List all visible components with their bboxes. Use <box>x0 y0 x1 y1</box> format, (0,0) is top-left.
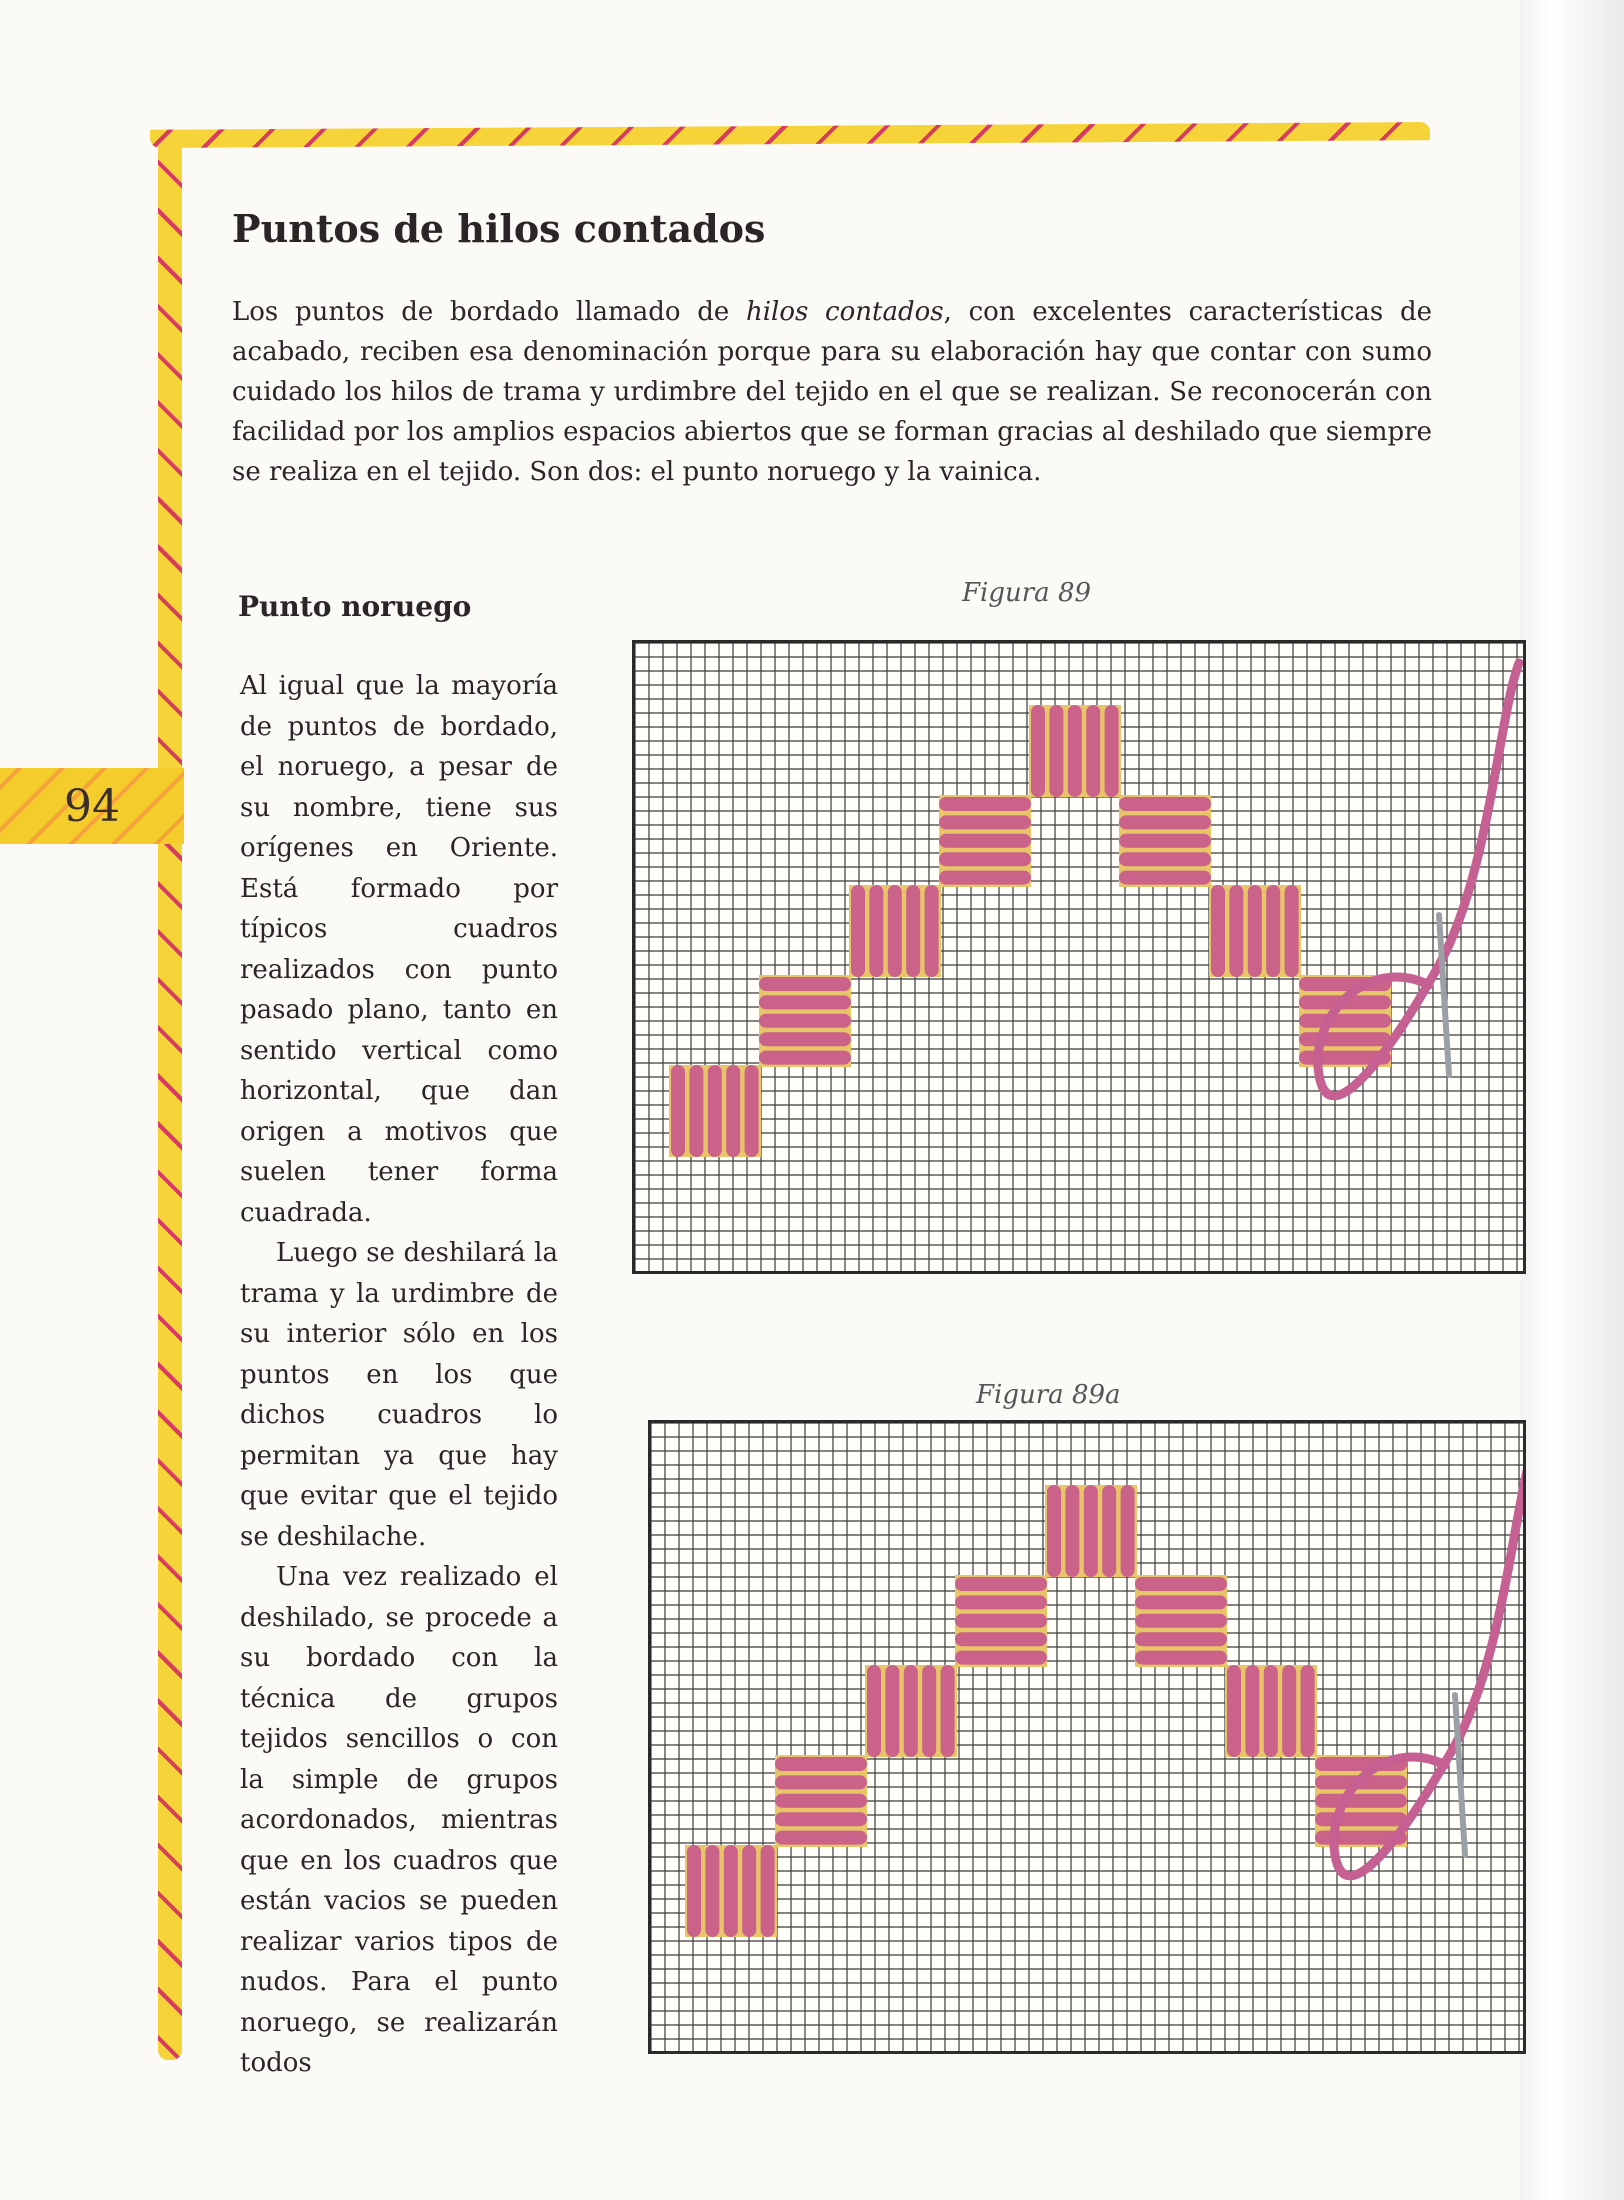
section-title: Punto noruego <box>238 590 472 623</box>
stitch-block <box>1135 1575 1227 1667</box>
stitch-block <box>849 885 941 977</box>
intro-paragraph <box>232 292 1432 492</box>
figure-89-diagram <box>632 640 1526 1274</box>
stitch-block <box>939 795 1031 887</box>
decorative-border-left <box>158 140 182 2060</box>
figure-89a-graphic <box>651 1423 1523 2051</box>
figure-89a-label: Figura 89a <box>976 1380 1121 1410</box>
body-paragraph: Al igual que la mayoría de puntos de bordado, el noruego, a pesar de su nombre, tiene sus orígenes en Oriente. Está formado por típicos cuadros realizados con punto pasado plano, tanto en sentido vertical como horizontal, que dan origen a motivos que suelen tener forma cuadrada. <box>240 671 558 1228</box>
stitch-block <box>1225 1665 1317 1757</box>
figure-89-label: Figura 89 <box>962 578 1092 608</box>
stitch-block <box>775 1755 867 1847</box>
stitch-block <box>1299 975 1391 1067</box>
stitch-block <box>865 1665 957 1757</box>
stitch-block <box>669 1065 761 1157</box>
page-title: Puntos de hilos contados <box>232 206 766 251</box>
body-column <box>240 666 558 2084</box>
intro-text-start: Los puntos de bordado llamado de <box>232 297 746 327</box>
figure-89-graphic <box>635 643 1523 1271</box>
intro-emphasis: hilos contados <box>745 297 944 327</box>
figure-89a-diagram <box>648 1420 1526 2054</box>
adjacent-page-edge <box>1520 0 1624 2200</box>
stitch-block <box>1029 705 1121 797</box>
body-paragraph: Luego se deshilará la trama y la urdimbre de su interior sólo en los puntos en los que dichos cuadros lo permitan ya que hay que evitar que el tejido se deshilache. <box>240 1238 558 1552</box>
page-number: 94 <box>64 780 120 832</box>
page-number-tab <box>0 768 184 844</box>
decorative-border-top <box>150 122 1430 148</box>
body-paragraph: Una vez realizado el deshilado, se procede a su bordado con la técnica de grupos tejidos sencillos o con la simple de grupos acordonados, mientras que en los cuadros que están vacios se pueden realizar varios tipos de nudos. Para el punto noruego, se realizarán todos <box>240 1562 558 2078</box>
stitch-block <box>685 1845 777 1937</box>
stitch-block <box>1045 1485 1137 1577</box>
stitch-block <box>1315 1755 1407 1847</box>
stitch-block <box>1209 885 1301 977</box>
stitch-block <box>759 975 851 1067</box>
intro-text-end: , con excelentes características de acabado, reciben esa denominación porque para su elaboración hay que contar con sumo cuidado los hilos de trama y urdimbre del tejido en el que se realizan. Se reconocerán con facilidad por los amplios espacios abiertos que se forman gracias al deshilado que siempre se realiza en el tejido. Son dos: el punto noruego y la vainica. <box>232 297 1432 487</box>
stitch-block <box>955 1575 1047 1667</box>
stitch-block <box>1119 795 1211 887</box>
